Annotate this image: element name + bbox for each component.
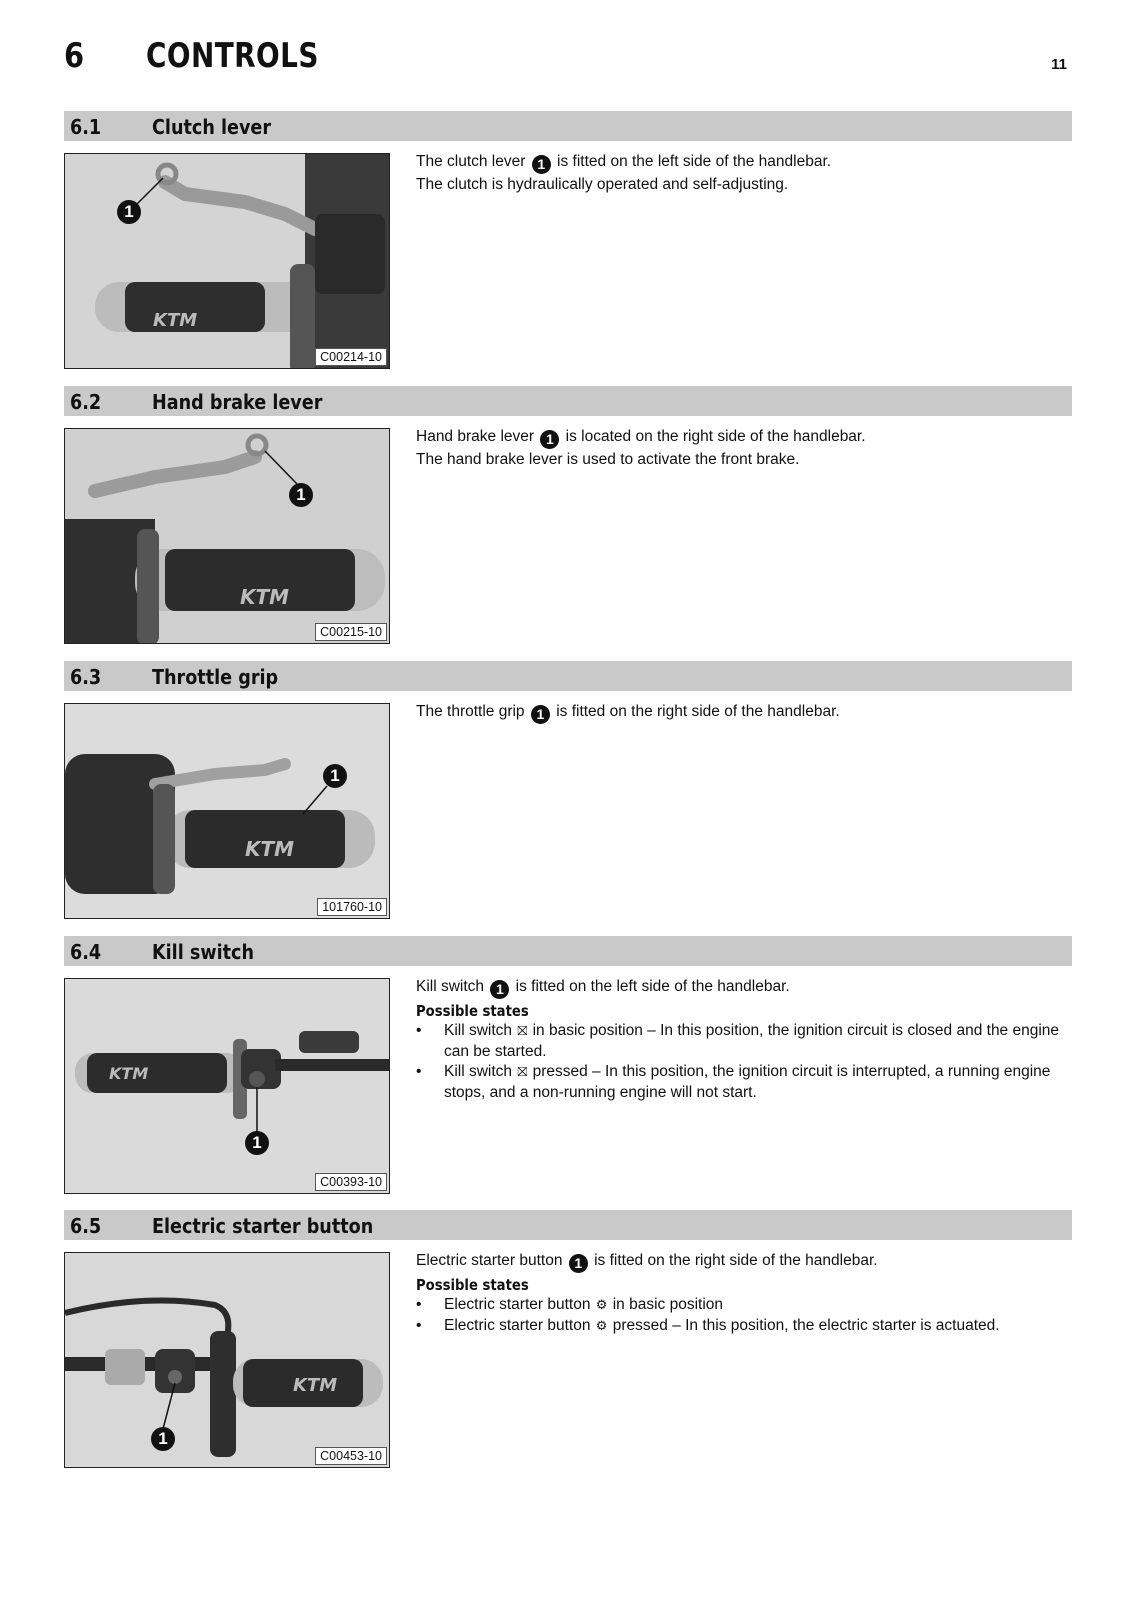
- kill-switch-photo: [64, 978, 390, 1194]
- callout-badge: 1: [532, 155, 551, 174]
- text-line: is located on the right side of the handlebar.: [565, 428, 866, 445]
- section-clutch-lever: [64, 111, 1072, 364]
- callout-badge: 1: [490, 980, 509, 999]
- image-code: C00215-10: [315, 623, 387, 641]
- section-text: [416, 151, 1072, 196]
- section-header: [64, 936, 1072, 966]
- svg-text:KTM: KTM: [240, 585, 290, 609]
- possible-states-heading: Possible states: [416, 1002, 529, 1020]
- section-number: 6.2: [70, 390, 102, 414]
- section-title: Clutch lever: [152, 115, 272, 139]
- image-code: C00453-10: [315, 1447, 387, 1465]
- section-throttle-grip: [64, 661, 1072, 914]
- image-code: C00393-10: [315, 1173, 387, 1191]
- image-code: C00214-10: [315, 348, 387, 366]
- state-label: Kill switch: [444, 1022, 513, 1039]
- section-text: [416, 426, 1072, 471]
- state-label: Electric starter button: [444, 1316, 591, 1334]
- section-text: [416, 701, 1072, 724]
- state-description: pressed – In this position, the electric starter is actuated.: [612, 1316, 1000, 1334]
- callout-marker: 1: [245, 1131, 269, 1155]
- section-kill-switch: [64, 936, 1072, 1189]
- state-description: in basic position: [612, 1296, 724, 1313]
- section-number: 6.4: [70, 940, 102, 964]
- section-hand-brake-lever: [64, 386, 1072, 639]
- text-line: The clutch lever: [416, 153, 526, 170]
- callout-badge: 1: [569, 1254, 588, 1273]
- callout-badge: 1: [531, 705, 550, 724]
- page-number: 11: [1051, 56, 1067, 73]
- text-line: Kill switch: [416, 978, 485, 995]
- text-line: The hand brake lever is used to activate the front brake.: [416, 451, 800, 468]
- possible-states-heading: Possible states: [416, 1276, 529, 1294]
- state-item: [416, 1062, 1072, 1103]
- section-title: Throttle grip: [152, 665, 279, 689]
- chapter-title: CONTROLS: [146, 36, 319, 76]
- section-number: 6.1: [70, 115, 102, 139]
- throttle-grip-photo: [64, 703, 390, 919]
- hand-brake-lever-photo: [64, 428, 390, 644]
- state-item: [416, 1021, 1072, 1062]
- starter-icon: ⚙: [595, 1317, 608, 1333]
- kill-switch-icon: ⛝: [517, 1023, 528, 1038]
- section-header: [64, 1210, 1072, 1240]
- section-number: 6.5: [70, 1214, 102, 1238]
- clutch-lever-photo: [64, 153, 390, 369]
- text-line: The clutch is hydraulically operated and self-adjusting.: [416, 176, 789, 193]
- section-text: [416, 976, 1072, 1103]
- section-title: Electric starter button: [152, 1214, 374, 1238]
- state-description: in basic position – In this position, the ignition circuit is closed and the engine can be started.: [444, 1022, 1060, 1060]
- section-header: [64, 661, 1072, 691]
- text-line: is fitted on the right side of the handlebar.: [556, 703, 840, 720]
- electric-starter-button-photo: [64, 1252, 390, 1468]
- image-code: 101760-10: [317, 898, 387, 916]
- svg-text:KTM: KTM: [153, 310, 198, 331]
- starter-icon: ⚙: [595, 1297, 608, 1312]
- callout-marker: 1: [289, 483, 313, 507]
- section-title: Hand brake lever: [152, 390, 323, 414]
- chapter-heading: [64, 36, 1074, 80]
- section-header: [64, 111, 1072, 141]
- kill-switch-icon: ⛝: [517, 1064, 528, 1079]
- section-header: [64, 386, 1072, 416]
- callout-marker: 1: [117, 200, 141, 224]
- callout-badge: 1: [540, 430, 559, 449]
- text-line: The throttle grip: [416, 703, 525, 720]
- text-line: is fitted on the left side of the handlebar.: [515, 978, 790, 995]
- section-title: Kill switch: [152, 940, 255, 964]
- svg-text:KTM: KTM: [293, 1375, 338, 1396]
- chapter-number: 6: [64, 36, 85, 76]
- section-number: 6.3: [70, 665, 102, 689]
- state-item: [416, 1316, 1072, 1337]
- section-text: [416, 1250, 1072, 1336]
- callout-marker: 1: [323, 764, 347, 788]
- svg-text:KTM: KTM: [245, 837, 295, 861]
- callout-marker: 1: [151, 1427, 175, 1451]
- text-line: Electric starter button: [416, 1252, 563, 1269]
- state-label: Kill switch: [444, 1063, 513, 1080]
- text-line: Hand brake lever: [416, 428, 535, 445]
- state-item: [416, 1295, 1072, 1316]
- state-label: Electric starter button: [444, 1296, 591, 1313]
- section-electric-starter-button: [64, 1210, 1072, 1463]
- svg-text:KTM: KTM: [109, 1064, 149, 1083]
- state-description: pressed – In this position, the ignition circuit is interrupted, a running engine stops, and a non-running engine will not start.: [444, 1063, 1051, 1101]
- text-line: is fitted on the right side of the handlebar.: [594, 1252, 878, 1269]
- text-line: is fitted on the left side of the handlebar.: [557, 153, 832, 170]
